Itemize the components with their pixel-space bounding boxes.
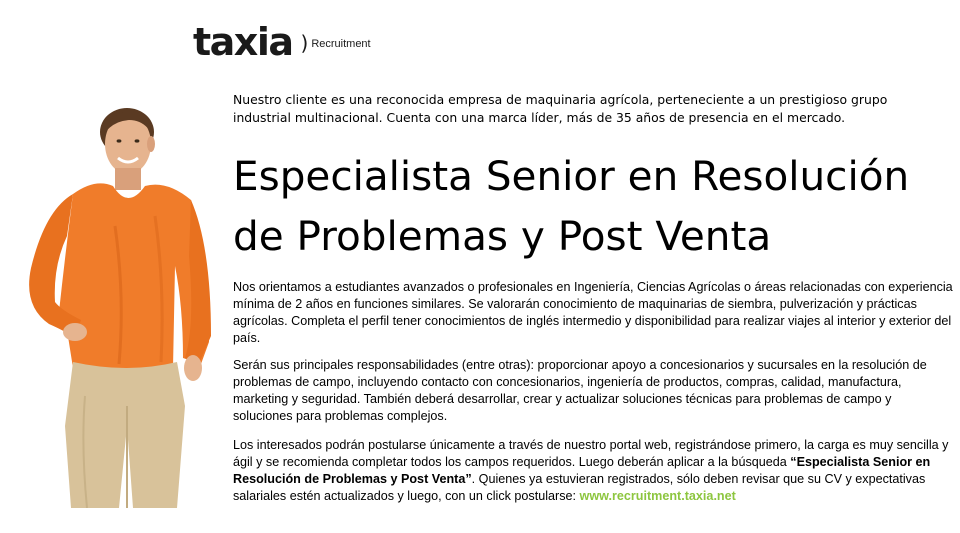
logo-parenthesis: ) xyxy=(300,31,309,55)
responsibilities-paragraph: Serán sus principales responsabilidades (entre otras): proporcionar apoyo a concesionarios y sucursales en la resolución de problemas de campo, incluyendo contacto con concesionarios, ingeniería de productos, compras, calidad, manufactura, marketing y seguridad. También deberá desarrollar, crear y actualizar soluciones técnicas para problemas de campo y soluciones para problemas complejos. xyxy=(233,358,927,423)
profile-paragraph: Nos orientamos a estudiantes avanzados o profesionales en Ingeniería, Ciencias Agrícolas o áreas relacionadas con experiencia mínima de 2 años en funciones similares. Se valorarán conocimiento de maquinarias de siembra, pulverización y prácticas agrícolas. Completa el perfil tener conocimientos de inglés intermedio y disponibilidad para realizar viajes al interior y exterior del país. xyxy=(233,280,953,345)
logo-recruitment-label: Recruitment xyxy=(311,38,371,50)
job-title-line-2: de Problemas y Post Venta xyxy=(233,212,772,260)
job-title xyxy=(233,146,953,266)
logo-wordmark: taxia xyxy=(193,20,293,64)
job-title-line-1: Especialista Senior en Resolución xyxy=(233,152,910,200)
client-intro-text: Nuestro cliente es una reconocida empresa de maquinaria agrícola, perteneciente a un prestigioso grupo industrial multinacional. Cuenta con una marca líder, más de 35 años de presencia en el mercado. xyxy=(233,92,888,125)
application-instructions-text: . Quienes ya estuvieran registrados, sólo deben revisar que su CV y expectativas salariales estén actualizados y luego, con un click postularse: xyxy=(233,472,926,503)
taxia-logo xyxy=(193,20,371,64)
recruitment-portal-link[interactable]: www.recruitment.taxia.net xyxy=(579,489,736,503)
application-intro-text: Los interesados podrán postularse únicamente a través de nuestro portal web, registrándose primero, la carga es muy sencilla y ágil y se recomienda completar todos los campos requeridos. Luego deberán aplicar a la búsqueda xyxy=(233,438,949,469)
man-in-orange-sweater-photo xyxy=(15,106,215,508)
application-search-title: “Especialista Senior en Resolución de Problemas y Post Venta” xyxy=(233,455,931,486)
application-paragraph xyxy=(233,437,953,505)
